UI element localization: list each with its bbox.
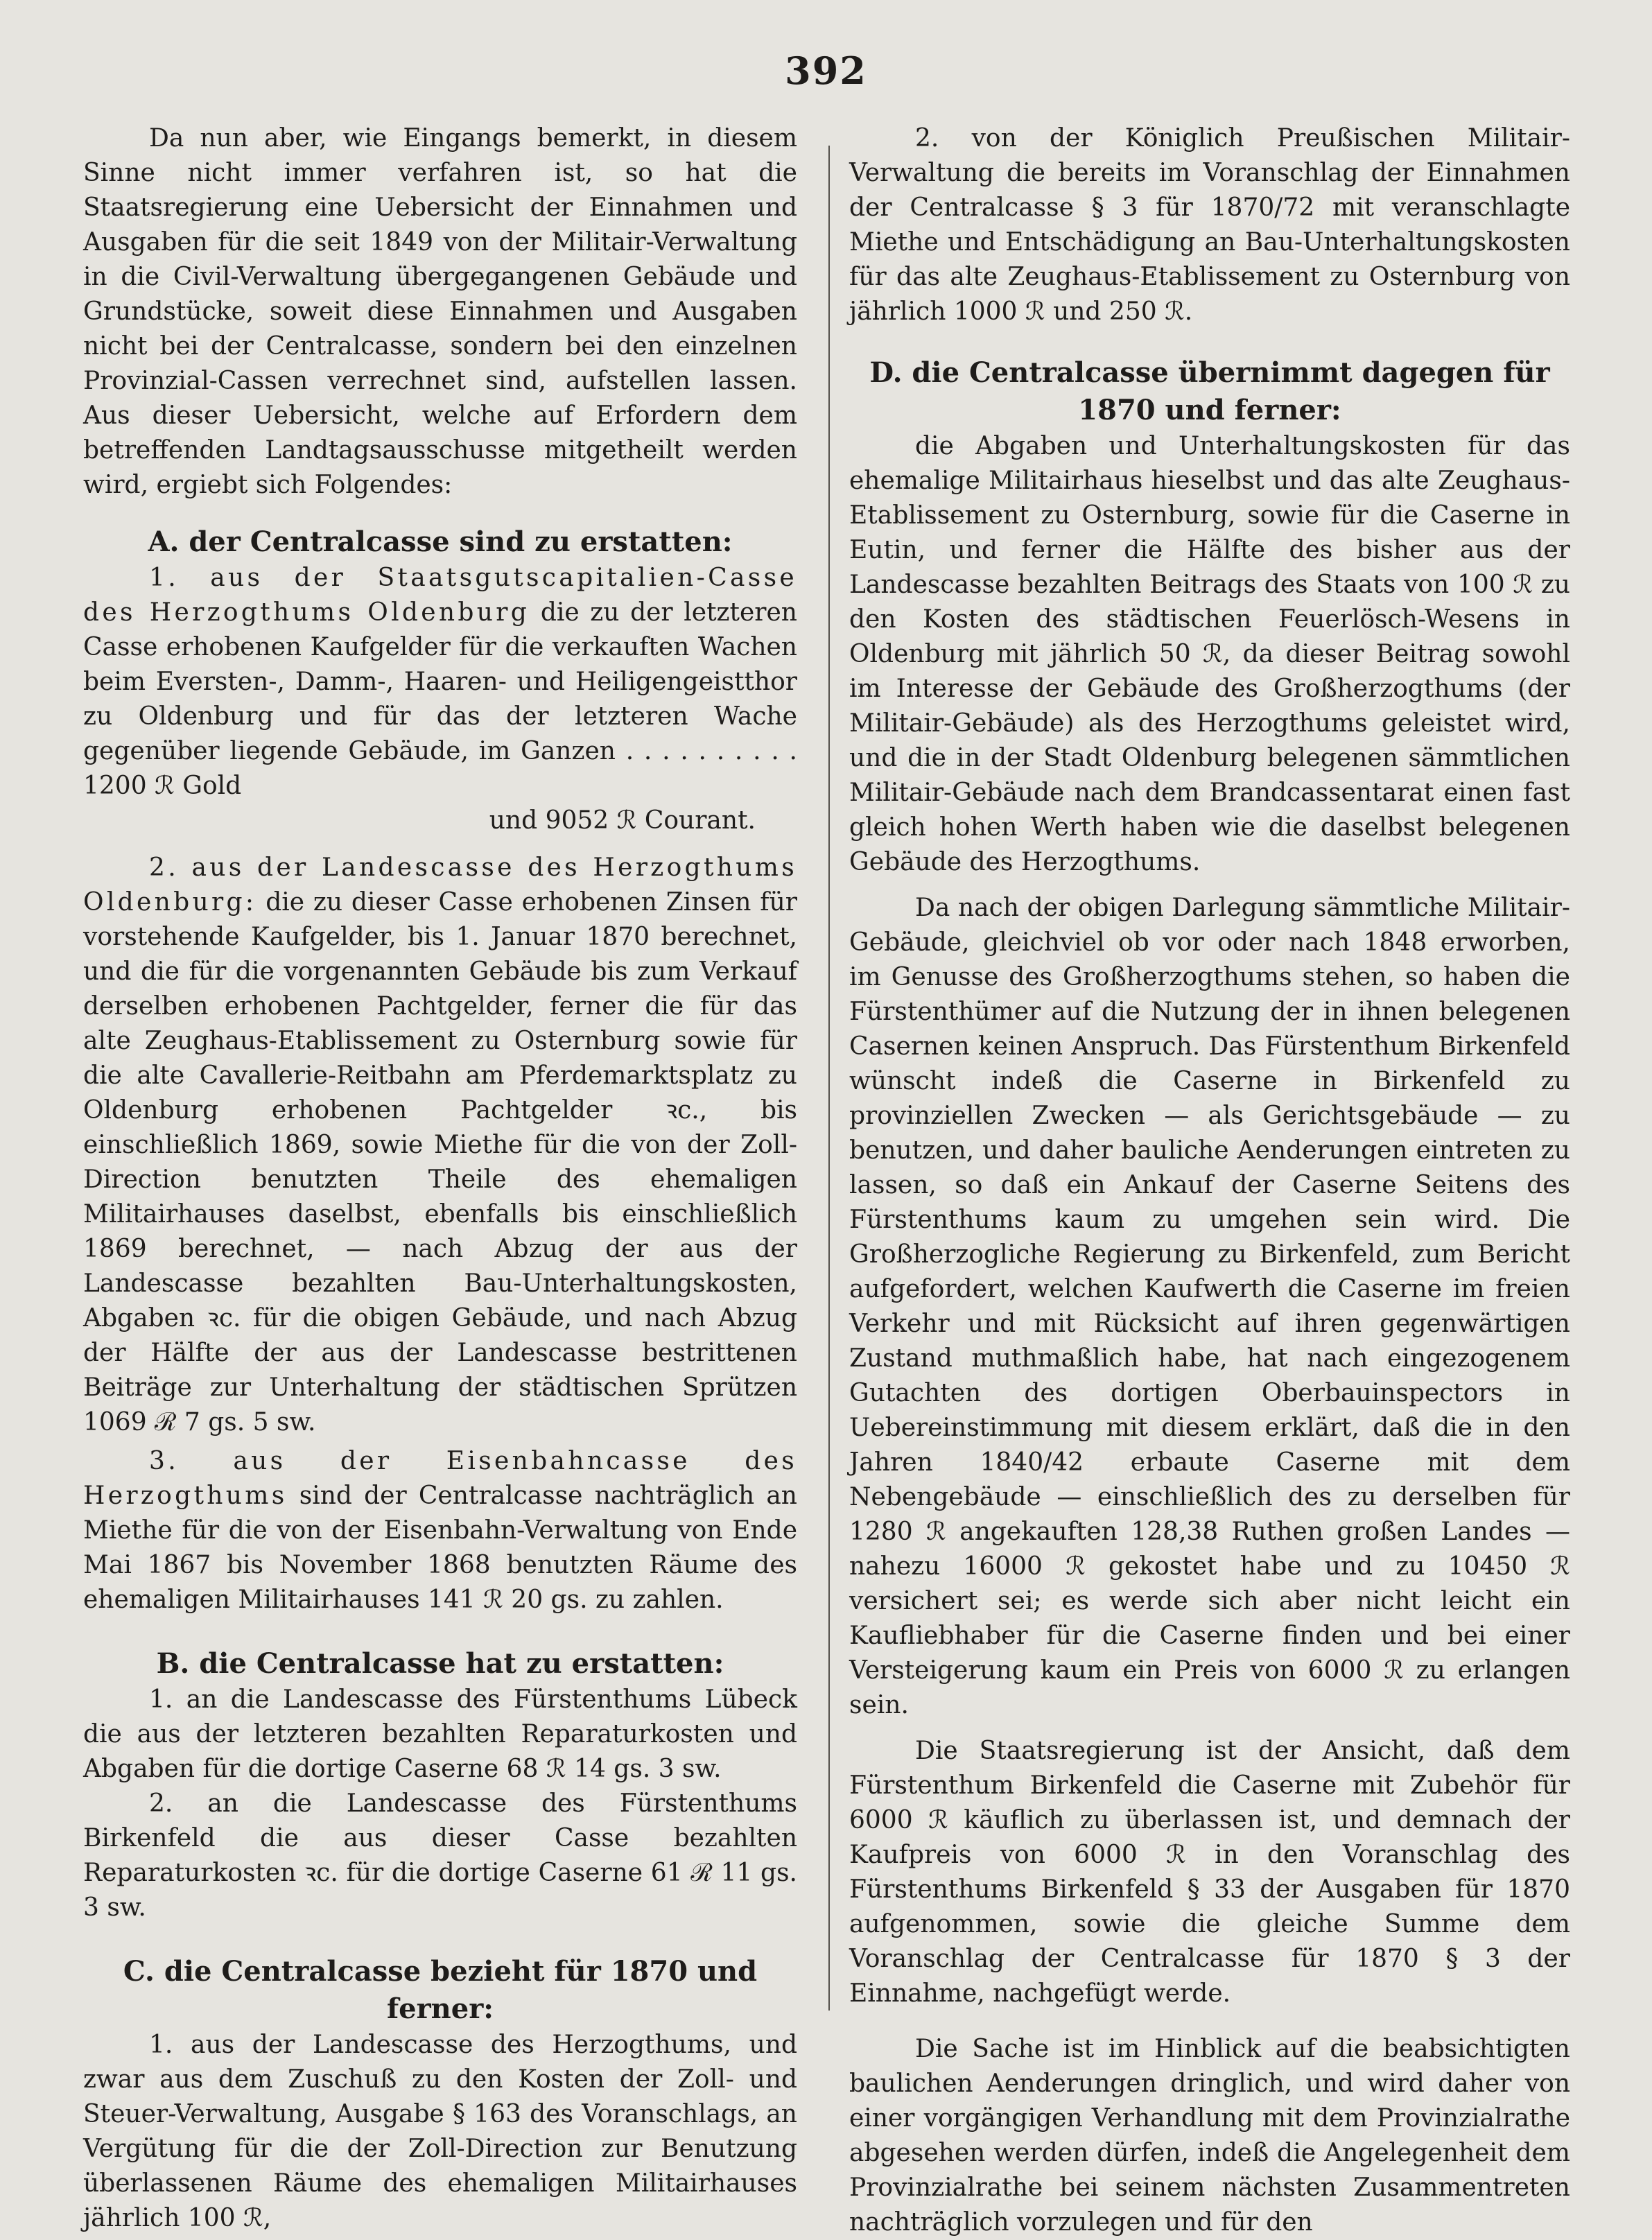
item-c2: 2. von der Königlich Preußischen Militair-Verwaltung die bereits im Voranschlag der Einnahmen der Centralcasse § 3 für 1870/72 mit veranschlagte Miethe und Entschädigung an Bau-Unterhaltungskosten für das alte Zeughaus-Etablissement zu Osternburg von jährlich 1000 ℛ und 250 ℛ. (849, 124, 1570, 326)
item-a2-text: die zu dieser Casse erhobenen Zinsen für vorstehende Kaufgelder, bis 1. Januar 1870 berechnet, und die für die vorgenannten Gebäude bis zum Verkauf derselben erhobenen Pachtgelder, ferner die für das alte Zeughaus-Etablissement zu Osternburg sowie für die alte Cavallerie-Reitbahn am Pferdemarktsplatz zu Oldenburg erhobenen Pachtgelder ꝛc., bis einschließlich 1869, sowie Miethe für die von der Zoll-Direction benutzten Theile des ehemaligen Militairhauses daselbst, ebenfalls bis einschließlich 1869 berechnet, — nach Abzug der aus der Landescasse bezahlten Bau-Unterhaltungskosten, Abgaben ꝛc. für die obigen Gebäude, und nach Abzug der Hälfte der aus der Landescasse bestrittenen Beiträge zur Unterhaltung der städtischen Sprützen 1069 ℛ 7 gs. 5 sw. (83, 888, 797, 1436)
item-d-text: die Abgaben und Unterhaltungskosten für das ehemalige Militairhaus hieselbst und das alte Zeughaus-Etablissement zu Osternburg, sowie für die Caserne in Eutin, und ferner die Hälfte des bisher aus der Landescasse bezahlten Beitrags des Staats von 100 ℛ zu den Kosten des städtischen Feuerlösch-Wesens in Oldenburg mit jährlich 50 ℛ, da dieser Beitrag sowohl im Interesse der Gebäude des Großherzogthums (der Militair-Gebäude) als des Herzogthums geleistet wird, und die in der Stadt Oldenburg belegenen sämmtlichen Militair-Gebäude nach dem Brandcassentarat einen fast gleich hohen Werth haben wie die daselbst belegenen Gebäude des Herzogthums. (849, 432, 1570, 876)
item-a1-amount-courant: und 9052 ℛ Courant. (489, 806, 756, 835)
item-a1-text: die zu der letzteren Casse erhobenen Kaufgelder für die verkauften Wachen beim Eversten-, Damm-, Haaren- und Heiligengeistthor zu Oldenburg und für das der letzteren Wache gegenüber liegende Gebäude, im Ganzen . . . . . . . . . . 1200 ℛ Gold (83, 598, 797, 800)
item-a3 (83, 1444, 797, 1617)
column-divider (828, 146, 830, 2011)
item-a3-lead: 3. aus der Eisenbahncasse des Herzogthums (83, 1447, 797, 1510)
item-a1-lead: 1. aus der Staatsgutscapitalien-Casse des Herzogthums Oldenburg (83, 564, 797, 627)
item-a2 (83, 851, 797, 1440)
page-number: 392 (785, 49, 867, 93)
right-column (849, 121, 1570, 2240)
paragraph-birkenfeld: Da nach der obigen Darlegung sämmtliche Militair-Gebäude, gleichviel ob vor oder nach 1848 erworben, im Genusse des Großherzogthums stehen, so haben die Fürstenthümer auf die Nutzung der in ihnen belegenen Casernen keinen Anspruch. Das Fürstenthum Birkenfeld wünscht indeß die Caserne in Birkenfeld zu provinziellen Zwecken — als Gerichtsgebäude — zu benutzen, und daher bauliche Aenderungen eintreten zu lassen, so daß ein Ankauf der Caserne Seitens des Fürstenthums kaum zu umgehen sein wird. Die Großherzogliche Regierung zu Birkenfeld, zum Bericht aufgefordert, welchen Kaufwerth die Caserne im freien Verkehr und mit Rücksicht auf ihren gegenwärtigen Zustand muthmaßlich habe, hat nach eingezogenem Gutachten des dortigen Oberbauinspectors in Uebereinstimmung mit diesem erklärt, daß die in den Jahren 1840/42 erbaute Caserne mit dem Nebengebäude — einschließlich des zu derselben für 1280 ℛ angekauften 128,38 Ruthen großen Landes — nahezu 16000 ℛ gekostet habe und zu 10450 ℛ versichert sei; es werde sich aber nicht leicht ein Kaufliebhaber für die Caserne finden und bei einer Versteigerung kaum ein Preis von 6000 ℛ zu erlangen sein. (849, 894, 1570, 1719)
heading-d: D. die Centralcasse übernimmt dagegen für 1870 und ferner: (869, 356, 1550, 426)
heading-c: C. die Centralcasse bezieht für 1870 und ferner: (123, 1955, 758, 2025)
left-column (83, 121, 797, 2236)
item-a3-text: sind der Centralcasse nachträglich an Miethe für die von der Eisenbahn-Verwaltung von Ende Mai 1867 bis November 1868 benutzten Räume des ehemaligen Militairhauses 141 ℛ 20 gs. zu zahlen. (83, 1482, 797, 1614)
item-c1: 1. aus der Landescasse des Herzogthums, und zwar aus dem Zuschuß zu den Kosten der Zoll- und Steuer-Verwaltung, Ausgabe § 163 des Voranschlags, an Vergütung für die der Zoll-Direction zur Benutzung überlassenen Räume des ehemaligen Militairhauses jährlich 100 ℛ, (83, 2031, 797, 2232)
heading-a: A. der Centralcasse sind zu erstatten: (148, 526, 733, 558)
item-a1 (83, 561, 797, 804)
paragraph-staatsregierung: Die Staatsregierung ist der Ansicht, daß dem Fürstenthum Birkenfeld die Caserne mit Zubehör für 6000 ℛ käuflich zu überlassen ist, und demnach der Kaufpreis von 6000 ℛ in den Voranschlag des Fürstenthums Birkenfeld § 33 der Ausgaben für 1870 aufgenommen, sowie die gleiche Summe dem Voranschlag der Centralcasse für 1870 § 3 der Einnahme, nachgefügt werde. (849, 1737, 1570, 2008)
item-a2-lead: 2. aus der Landescasse des Herzogthums Oldenburg: (83, 853, 797, 917)
heading-b: B. die Centralcasse hat zu erstatten: (156, 1647, 724, 1680)
paragraph-dringlich: Die Sache ist im Hinblick auf die beabsichtigten baulichen Aenderungen dringlich, und wird daher von einer vorgängigen Verhandlung mit dem Provinzialrathe abgesehen werden dürfen, indeß die Angelegenheit dem Provinzialrathe bei seinem nächsten Zusammentreten nachträglich vorzulegen und für den (849, 2035, 1570, 2237)
intro-paragraph: Da nun aber, wie Eingangs bemerkt, in diesem Sinne nicht immer verfahren ist, so hat die Staatsregierung eine Uebersicht der Einnahmen und Ausgaben für die seit 1849 von der Militair-Verwaltung in die Civil-Verwaltung übergegangenen Gebäude und Grundstücke, soweit diese Einnahmen und Ausgaben nicht bei der Centralcasse, sondern bei den einzelnen Provinzial-Cassen verrechnet sind, aufstellen lassen. Aus dieser Uebersicht, welche auf Erfordern dem betreffenden Landtagsausschusse mitgetheilt werden wird, ergiebt sich Folgendes: (83, 124, 797, 499)
item-b1: 1. an die Landescasse des Fürstenthums Lübeck die aus der letzteren bezahlten Reparaturkosten und Abgaben für die dortige Caserne 68 ℛ 14 gs. 3 sw. (83, 1685, 797, 1783)
item-b2: 2. an die Landescasse des Fürstenthums Birkenfeld die aus dieser Casse bezahlten Reparaturkosten ꝛc. für die dortige Caserne 61 ℛ 11 gs. 3 sw. (83, 1789, 797, 1922)
